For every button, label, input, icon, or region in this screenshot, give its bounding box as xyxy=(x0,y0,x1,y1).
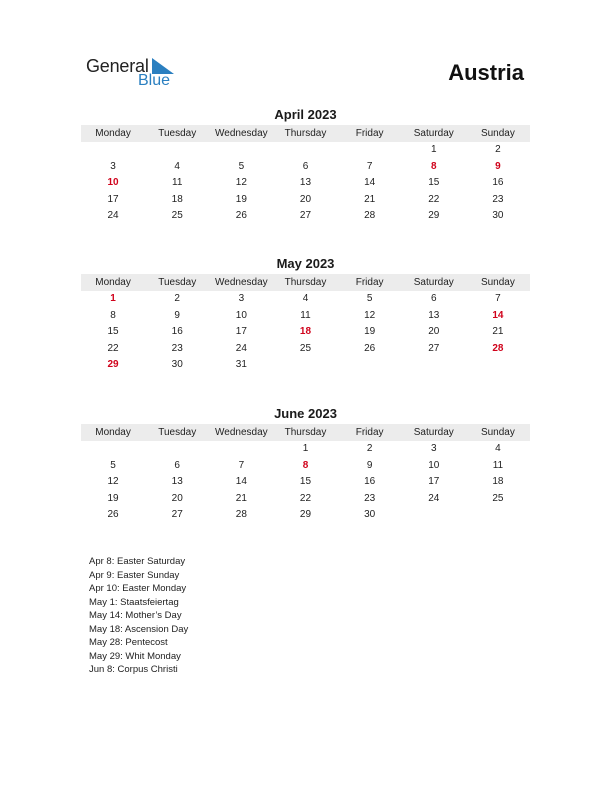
day-cell: 30 xyxy=(492,210,504,222)
weekday-header: Sunday xyxy=(480,427,515,438)
day-cell: 19 xyxy=(364,326,376,338)
week-row xyxy=(81,474,530,491)
day-cell: 26 xyxy=(107,509,119,521)
day-cell: 30 xyxy=(171,359,183,371)
day-cell: 2 xyxy=(495,144,501,155)
day-cell: 5 xyxy=(238,160,245,172)
day-cell: 17 xyxy=(107,193,119,205)
weekday-header: Tuesday xyxy=(158,128,197,139)
weekday-header: Friday xyxy=(355,427,384,438)
day-cell: 13 xyxy=(299,177,312,189)
day-cell: 31 xyxy=(235,359,247,371)
month-title: April 2023 xyxy=(274,107,337,122)
day-cell: 22 xyxy=(428,193,440,205)
week-row xyxy=(81,192,530,209)
week-row xyxy=(81,491,530,508)
weekday-header: Saturday xyxy=(413,277,454,288)
weekday-header-row xyxy=(81,424,530,441)
weekday-header-row xyxy=(81,125,530,142)
weekday-header: Saturday xyxy=(413,427,454,438)
day-cell: 27 xyxy=(428,342,440,354)
day-cell: 7 xyxy=(366,160,373,172)
weekday-header: Wednesday xyxy=(215,128,268,139)
day-cell: 13 xyxy=(171,476,183,488)
holiday-day-cell: 9 xyxy=(495,160,501,172)
day-cell: 20 xyxy=(299,193,312,205)
holiday-day-cell: 29 xyxy=(107,359,119,371)
holiday-day-cell: 1 xyxy=(110,293,116,304)
holiday-entry: Apr 10: Easter Monday xyxy=(89,583,187,594)
day-cell: 17 xyxy=(428,476,440,488)
day-cell: 24 xyxy=(107,210,119,222)
week-row xyxy=(81,357,530,374)
weekday-header: Wednesday xyxy=(215,427,268,438)
day-cell: 29 xyxy=(428,210,440,222)
week-row xyxy=(81,507,530,524)
weekday-header: Thursday xyxy=(284,427,327,438)
day-cell: 12 xyxy=(364,309,376,321)
day-cell: 2 xyxy=(174,293,180,304)
day-cell: 28 xyxy=(235,509,247,521)
month-title: May 2023 xyxy=(276,256,335,271)
empty-day-cell xyxy=(209,441,273,458)
month-april xyxy=(81,107,530,225)
day-cell: 23 xyxy=(171,342,183,354)
empty-day-cell xyxy=(466,507,530,524)
month-june xyxy=(81,406,530,524)
holiday-entry: Apr 8: Easter Saturday xyxy=(89,556,186,567)
weekday-header-row xyxy=(81,274,530,291)
day-cell: 24 xyxy=(235,342,247,354)
day-cell: 30 xyxy=(364,509,376,521)
day-cell: 13 xyxy=(428,309,440,321)
week-row xyxy=(81,208,530,225)
country-title: Austria xyxy=(448,60,524,85)
week-row xyxy=(81,175,530,192)
weekday-header: Tuesday xyxy=(158,427,197,438)
holiday-entry: May 14: Mother’s Day xyxy=(89,610,182,621)
day-cell: 10 xyxy=(235,309,247,321)
logo-text-blue: Blue xyxy=(138,72,171,89)
week-row xyxy=(81,324,530,341)
day-cell: 11 xyxy=(300,309,311,321)
empty-day-cell xyxy=(209,142,273,159)
day-cell: 17 xyxy=(235,326,247,338)
day-cell: 22 xyxy=(299,492,312,504)
weekday-header: Tuesday xyxy=(158,277,197,288)
weekday-header: Wednesday xyxy=(215,277,268,288)
day-cell: 26 xyxy=(364,342,376,354)
day-cell: 3 xyxy=(430,443,437,454)
day-cell: 5 xyxy=(366,293,373,304)
holiday-day-cell: 8 xyxy=(302,459,309,471)
empty-day-cell xyxy=(81,441,145,458)
weekday-header: Monday xyxy=(95,277,131,288)
weekday-header: Monday xyxy=(95,427,131,438)
empty-day-cell xyxy=(338,142,402,159)
weekday-header: Sunday xyxy=(480,277,515,288)
weekday-header: Thursday xyxy=(284,128,327,139)
day-cell: 28 xyxy=(364,210,376,222)
day-cell: 26 xyxy=(235,210,247,222)
day-cell: 29 xyxy=(299,509,312,521)
day-cell: 5 xyxy=(110,459,116,471)
weekday-header: Monday xyxy=(95,128,131,139)
day-cell: 25 xyxy=(299,342,312,354)
day-cell: 14 xyxy=(235,476,247,488)
logo-text-general: General xyxy=(86,56,149,76)
weekday-header: Friday xyxy=(355,128,384,139)
day-cell: 4 xyxy=(302,293,309,304)
holiday-day-cell: 10 xyxy=(107,177,119,189)
weekday-header: Sunday xyxy=(480,128,515,139)
empty-day-cell xyxy=(145,441,209,458)
week-row xyxy=(81,341,530,358)
day-cell: 7 xyxy=(495,293,501,304)
empty-day-cell xyxy=(466,357,530,374)
holiday-entry: Apr 9: Easter Sunday xyxy=(89,569,180,581)
logo xyxy=(86,56,186,92)
holiday-list xyxy=(89,555,188,677)
day-cell: 20 xyxy=(171,492,183,504)
day-cell: 4 xyxy=(174,160,180,172)
holiday-day-cell: 8 xyxy=(430,160,437,172)
empty-day-cell xyxy=(273,357,337,374)
day-cell: 19 xyxy=(107,492,119,504)
day-cell: 21 xyxy=(235,492,247,504)
weekday-header: Friday xyxy=(355,277,384,288)
day-cell: 23 xyxy=(364,492,376,504)
day-cell: 18 xyxy=(171,193,183,205)
day-cell: 3 xyxy=(110,160,116,172)
day-cell: 11 xyxy=(492,459,504,471)
day-cell: 21 xyxy=(364,193,376,205)
empty-day-cell xyxy=(338,357,402,374)
day-cell: 22 xyxy=(107,342,119,354)
day-cell: 9 xyxy=(366,459,373,471)
month-title: June 2023 xyxy=(274,406,337,421)
day-cell: 19 xyxy=(235,193,247,205)
weekday-header: Saturday xyxy=(413,128,454,139)
month-may xyxy=(81,256,530,374)
empty-day-cell xyxy=(402,507,466,524)
holiday-day-cell: 28 xyxy=(492,342,504,354)
week-row xyxy=(81,308,530,325)
day-cell: 6 xyxy=(430,293,437,304)
day-cell: 21 xyxy=(492,326,504,338)
day-cell: 1 xyxy=(302,443,309,454)
empty-day-cell xyxy=(81,142,145,159)
day-cell: 15 xyxy=(299,476,312,488)
holiday-day-cell: 18 xyxy=(299,326,312,338)
day-cell: 16 xyxy=(171,326,183,338)
holiday-entry: May 18: Ascension Day xyxy=(89,623,189,635)
empty-day-cell xyxy=(402,357,466,374)
holiday-entry: Jun 8: Corpus Christi xyxy=(89,664,178,675)
day-cell: 7 xyxy=(238,459,245,471)
day-cell: 27 xyxy=(299,210,312,222)
day-cell: 10 xyxy=(428,459,440,471)
holiday-day-cell: 14 xyxy=(492,309,504,321)
day-cell: 16 xyxy=(492,177,504,189)
empty-day-cell xyxy=(145,142,209,159)
month-grid xyxy=(81,125,530,225)
empty-day-cell xyxy=(273,142,337,159)
holiday-entry: May 1: Staatsfeiertag xyxy=(89,596,179,608)
week-row xyxy=(81,291,530,308)
month-grid xyxy=(81,424,530,524)
day-cell: 25 xyxy=(171,210,183,222)
day-cell: 6 xyxy=(302,160,309,172)
day-cell: 1 xyxy=(430,144,437,155)
day-cell: 11 xyxy=(172,177,183,189)
week-row xyxy=(81,142,530,159)
day-cell: 27 xyxy=(171,509,183,521)
day-cell: 20 xyxy=(428,326,440,338)
day-cell: 25 xyxy=(492,492,504,504)
day-cell: 24 xyxy=(428,492,440,504)
holiday-entry: May 29: Whit Monday xyxy=(89,650,181,662)
day-cell: 6 xyxy=(174,459,180,471)
holiday-entry: May 28: Pentecost xyxy=(89,637,168,648)
month-grid xyxy=(81,274,530,374)
day-cell: 15 xyxy=(107,326,119,338)
day-cell: 23 xyxy=(492,193,504,205)
day-cell: 15 xyxy=(428,177,440,189)
day-cell: 4 xyxy=(495,443,501,454)
day-cell: 16 xyxy=(364,476,376,488)
day-cell: 18 xyxy=(492,476,504,488)
week-row xyxy=(81,159,530,176)
day-cell: 12 xyxy=(235,177,247,189)
day-cell: 3 xyxy=(238,293,245,304)
day-cell: 2 xyxy=(366,443,373,454)
week-row xyxy=(81,458,530,475)
week-row xyxy=(81,441,530,458)
day-cell: 12 xyxy=(107,476,119,488)
weekday-header: Thursday xyxy=(284,277,327,288)
day-cell: 9 xyxy=(174,309,180,321)
day-cell: 8 xyxy=(110,309,116,321)
day-cell: 14 xyxy=(364,177,376,189)
